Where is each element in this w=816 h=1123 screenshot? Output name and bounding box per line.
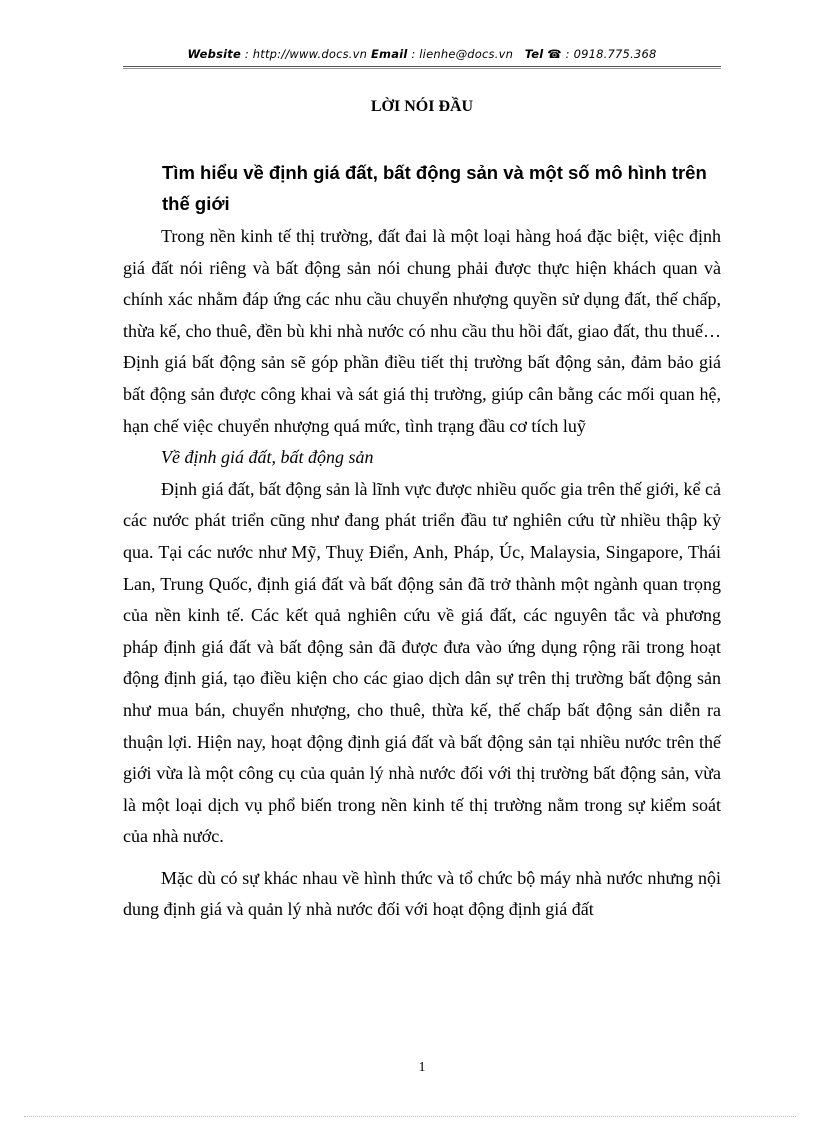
page-number: 1 xyxy=(418,1060,426,1075)
paragraph: Định giá đất, bất động sản là lĩnh vực được nhiều quốc gia trên thế giới, kể cả các nước phát triển cũng như đang phát triển đầu tư nghiên cứu từ nhiều thập kỷ qua. Tại các nước như Mỹ, Thuỵ Điển, Anh, Pháp, Úc, Malaysia, Singapore, Thái Lan, Trung Quốc, định giá đất và bất động sản đã trở thành một ngành quan trọng của nền kinh tế. Các kết quả nghiên cứu về giá đất, các nguyên tắc và phương pháp định giá đất và bất động sản đã được đưa vào ứng dụng rộng rãi trong hoạt động định giá, tạo điều kiện cho các giao dịch dân sự trên thị trường bất động sản như mua bán, chuyển nhượng, cho thuê, thừa kế, thế chấp bất động sản diễn ra thuận lợi. Hiện nay, hoạt động định giá đất và bất động sản tại nhiều nước trên thế giới vừa là một công cụ của quản lý nhà nước đối với thị trường bất động sản, vừa là một loại dịch vụ phổ biến trong nền kinh tế thị trường nằm trong sự kiểm soát của nhà nước. xyxy=(123,478,721,847)
section-heading: Về định giá đất, bất động sản xyxy=(161,447,374,468)
tel-separator: : xyxy=(561,47,574,61)
website-label: Website xyxy=(187,47,241,61)
section-subtitle: Tìm hiểu về định giá đất, bất động sản và một số mô hình trên thế giới xyxy=(162,162,707,214)
tel-value: 0918.775.368 xyxy=(573,47,657,61)
header-divider xyxy=(123,66,721,69)
page-title: LỜI NÓI ĐẦU xyxy=(370,98,474,115)
website-separator: : xyxy=(240,47,253,61)
paragraph: Trong nền kinh tế thị trường, đất đai là một loại hàng hoá đặc biệt, việc định giá đất nói riêng và bất động sản nói chung phải được thực hiện khách quan và chính xác nhằm đáp ứng các nhu cầu chuyển nhượng quyền sử dụng đất, thế chấp, thừa kế, cho thuê, đền bù khi nhà nước có nhu cầu thu hồi đất, giao đất, thu thuế… Định giá bất động sản sẽ góp phần điều tiết thị trường bất động sản, đảm bảo giá bất động sản được công khai và sát giá thị trường, giúp cân bằng các mối quan hệ, hạn chế việc chuyển nhượng quá mức, tình trạng đầu cơ tích luỹ xyxy=(123,226,721,436)
page-bottom-divider xyxy=(24,1116,796,1117)
email-value[interactable]: lienhe@docs.vn xyxy=(419,47,514,61)
email-label: Email xyxy=(371,47,408,61)
document-body xyxy=(123,221,721,926)
email-separator: : xyxy=(407,47,420,61)
paragraph: Mặc dù có sự khác nhau về hình thức và tổ chức bộ máy nhà nước nhưng nội dung định giá và quản lý nhà nước đối với hoạt động định giá đất xyxy=(123,867,721,920)
tel-label: Tel xyxy=(524,47,544,61)
phone-icon: ☎ xyxy=(547,47,562,61)
website-url[interactable]: http://www.docs.vn xyxy=(252,47,368,61)
page-header xyxy=(123,47,721,61)
